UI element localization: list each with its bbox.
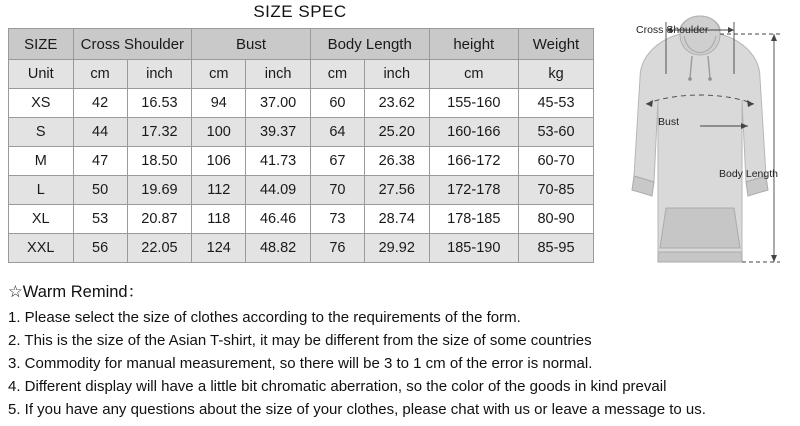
- cell-length-cm: 60: [310, 89, 364, 118]
- cell-bust-cm: 100: [192, 118, 246, 147]
- cell-bust-inch: 46.46: [246, 205, 311, 234]
- table-row: [9, 234, 594, 263]
- cell-weight: 80-90: [519, 205, 594, 234]
- header-weight: Weight: [519, 29, 594, 60]
- note-line: 3. Commodity for manual measurement, so there will be 3 to 1 cm of the error is normal.: [8, 355, 593, 372]
- cell-shoulder-inch: 22.05: [127, 234, 192, 263]
- cell-size: M: [9, 147, 74, 176]
- table-header-row: [9, 29, 594, 60]
- hoodie-measurement-illustration: [596, 0, 800, 282]
- label-body-length: Body Length: [719, 168, 778, 180]
- cell-shoulder-cm: 44: [73, 118, 127, 147]
- table-unit-row: [9, 60, 594, 89]
- note-line: 5. If you have any questions about the size of your clothes, please chat with us or leave a message to us.: [8, 401, 706, 418]
- cell-weight: 85-95: [519, 234, 594, 263]
- cell-shoulder-cm: 42: [73, 89, 127, 118]
- cell-bust-cm: 112: [192, 176, 246, 205]
- hoodie-diagram-svg: [596, 0, 800, 282]
- cell-bust-inch: 39.37: [246, 118, 311, 147]
- cell-weight: 60-70: [519, 147, 594, 176]
- header-body-length: Body Length: [310, 29, 429, 60]
- unit-bust-inch: inch: [246, 60, 311, 89]
- note-line: 2. This is the size of the Asian T-shirt, it may be different from the size of some countries: [8, 332, 592, 349]
- cell-shoulder-cm: 50: [73, 176, 127, 205]
- header-bust: Bust: [192, 29, 311, 60]
- header-cross-shoulder: Cross Shoulder: [73, 29, 192, 60]
- unit-length-inch: inch: [365, 60, 430, 89]
- cell-shoulder-inch: 20.87: [127, 205, 192, 234]
- cell-shoulder-inch: 17.32: [127, 118, 192, 147]
- cell-shoulder-inch: 16.53: [127, 89, 192, 118]
- cell-bust-inch: 44.09: [246, 176, 311, 205]
- cell-length-inch: 26.38: [365, 147, 430, 176]
- cell-length-inch: 29.92: [365, 234, 430, 263]
- unit-label: Unit: [9, 60, 74, 89]
- unit-weight-kg: kg: [519, 60, 594, 89]
- cell-bust-cm: 94: [192, 89, 246, 118]
- hoodie-graphic: [632, 16, 768, 262]
- cell-height: 185-190: [429, 234, 519, 263]
- cell-length-cm: 76: [310, 234, 364, 263]
- unit-length-cm: cm: [310, 60, 364, 89]
- table-row: [9, 147, 594, 176]
- cell-weight: 45-53: [519, 89, 594, 118]
- cell-length-inch: 28.74: [365, 205, 430, 234]
- cell-length-inch: 27.56: [365, 176, 430, 205]
- cell-size: XS: [9, 89, 74, 118]
- cell-height: 160-166: [429, 118, 519, 147]
- cell-shoulder-cm: 56: [73, 234, 127, 263]
- note-line: 1. Please select the size of clothes according to the requirements of the form.: [8, 309, 521, 326]
- cell-size: L: [9, 176, 74, 205]
- cell-shoulder-cm: 53: [73, 205, 127, 234]
- cell-height: 155-160: [429, 89, 519, 118]
- cell-bust-cm: 118: [192, 205, 246, 234]
- cell-bust-cm: 124: [192, 234, 246, 263]
- cell-length-inch: 23.62: [365, 89, 430, 118]
- warm-remind-section: [8, 282, 794, 421]
- table-row: [9, 89, 594, 118]
- table-row: [9, 176, 594, 205]
- unit-shoulder-inch: inch: [127, 60, 192, 89]
- cell-length-cm: 64: [310, 118, 364, 147]
- cell-bust-cm: 106: [192, 147, 246, 176]
- cell-bust-inch: 48.82: [246, 234, 311, 263]
- cell-bust-inch: 37.00: [246, 89, 311, 118]
- cell-bust-inch: 41.73: [246, 147, 311, 176]
- label-bust: Bust: [658, 116, 680, 128]
- cell-length-cm: 73: [310, 205, 364, 234]
- unit-shoulder-cm: cm: [73, 60, 127, 89]
- header-height: height: [429, 29, 519, 60]
- cell-shoulder-inch: 18.50: [127, 147, 192, 176]
- cell-weight: 70-85: [519, 176, 594, 205]
- table-row: [9, 118, 594, 147]
- cell-size: S: [9, 118, 74, 147]
- unit-height-cm: cm: [429, 60, 519, 89]
- cell-length-cm: 70: [310, 176, 364, 205]
- cell-length-cm: 67: [310, 147, 364, 176]
- cell-size: XXL: [9, 234, 74, 263]
- table-row: [9, 205, 594, 234]
- cell-shoulder-inch: 19.69: [127, 176, 192, 205]
- unit-bust-cm: cm: [192, 60, 246, 89]
- note-line: 4. Different display will have a little bit chromatic aberration, so the color of the goods in kind prevail: [8, 378, 667, 395]
- cell-weight: 53-60: [519, 118, 594, 147]
- size-spec-table: [8, 28, 594, 263]
- size-table-container: [8, 28, 594, 263]
- header-size: SIZE: [9, 29, 74, 60]
- page-title: SIZE SPEC: [253, 2, 347, 21]
- cell-height: 172-178: [429, 176, 519, 205]
- cell-height: 166-172: [429, 147, 519, 176]
- cell-height: 178-185: [429, 205, 519, 234]
- label-cross-shoulder: Cross Shoulder: [636, 24, 709, 36]
- cell-length-inch: 25.20: [365, 118, 430, 147]
- cell-shoulder-cm: 47: [73, 147, 127, 176]
- cell-size: XL: [9, 205, 74, 234]
- warm-remind-heading: ☆Warm Remind：: [8, 283, 145, 301]
